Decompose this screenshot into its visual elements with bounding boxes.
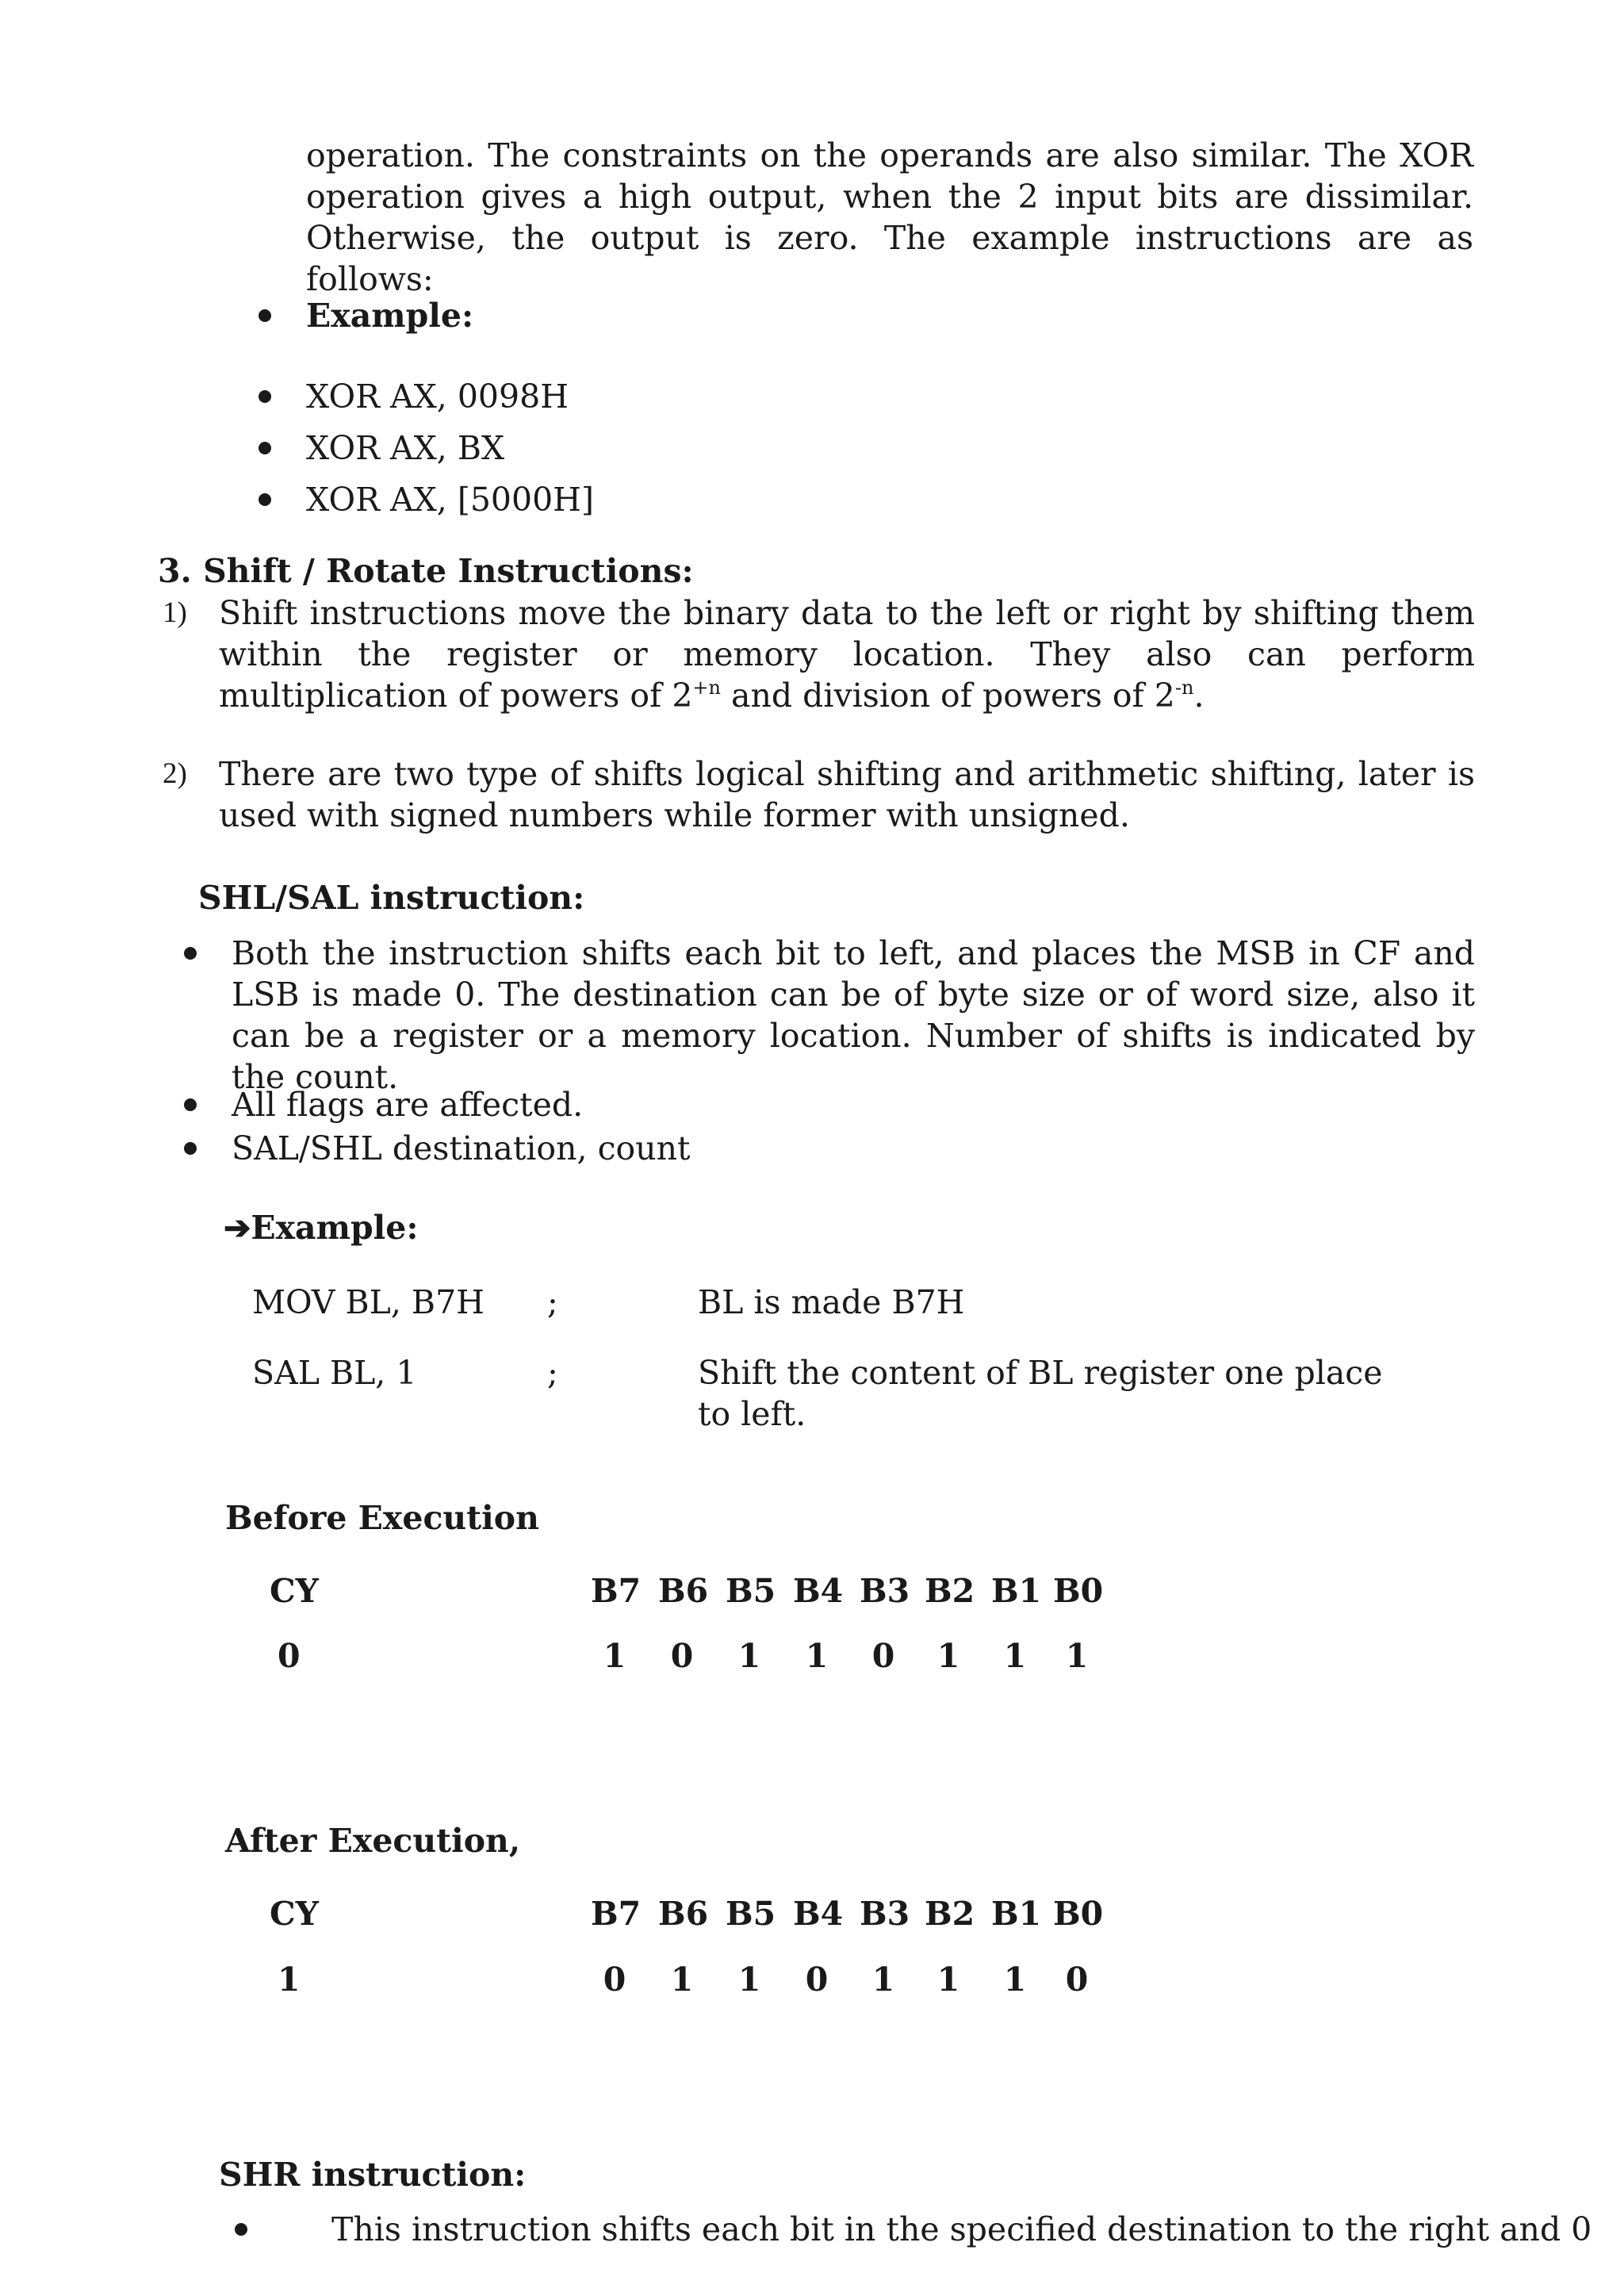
point-1-sup-1: +n [692, 677, 721, 699]
after-bit-label-b1: B1 [991, 1895, 1042, 1933]
after-bit-value-b3: 1 [871, 1961, 895, 1999]
before-bit-label-b1: B1 [991, 1572, 1042, 1610]
shift-rotate-heading: 3. Shift / Rotate Instructions: [158, 552, 694, 590]
shl-sal-example-label: Example: [251, 1209, 419, 1247]
bullet-icon [235, 2223, 247, 2236]
before-bit-label-b3: B3 [860, 1572, 910, 1610]
after-bit-label-b5: B5 [726, 1895, 776, 1933]
before-bit-value-b5: 1 [737, 1637, 761, 1675]
before-bit-label-b0: B0 [1053, 1572, 1104, 1610]
shl-sal-bullet-3: SAL/SHL destination, count [232, 1129, 691, 1167]
after-cy-label: CY [270, 1895, 319, 1933]
code-line-1-comment: BL is made B7H [698, 1283, 965, 1321]
shl-sal-bullet-1: Both the instruction shifts each bit to left, and places the MSB in CF and LSB is made 0. The destination can be of byte size or of word size, also it can be a register or a memory location. Number of shifts is indicated by the count. [232, 934, 1475, 1096]
point-1-text [219, 592, 1475, 716]
after-bit-label-b3: B3 [860, 1895, 910, 1933]
after-bit-value-b7: 0 [603, 1961, 626, 1999]
code-line-2-instr: SAL BL, 1 [252, 1354, 417, 1392]
before-bit-value-b0: 1 [1065, 1637, 1089, 1675]
after-bit-label-b6: B6 [658, 1895, 709, 1933]
before-bit-value-b2: 1 [936, 1637, 960, 1675]
before-bit-value-b6: 0 [670, 1637, 694, 1675]
point-2-number: 2) [163, 757, 187, 790]
after-bit-label-b2: B2 [925, 1895, 975, 1933]
shr-bullet-text: This instruction shifts each bit in the specified destination to the right and 0 [331, 2210, 1592, 2248]
before-bit-value-b4: 1 [805, 1637, 829, 1675]
after-bit-value-b6: 1 [670, 1961, 694, 1999]
code-line-2-comment: Shift the content of BL register one place to left. [698, 1354, 1383, 1433]
after-bit-label-b7: B7 [591, 1895, 642, 1933]
xor-example-2: XOR AX, BX [306, 429, 505, 467]
point-1-number: 1) [163, 596, 187, 629]
before-bit-label-b2: B2 [925, 1572, 975, 1610]
before-bit-value-b1: 1 [1003, 1637, 1027, 1675]
right-arrow-icon: ➔ [224, 1209, 251, 1247]
before-bit-value-b3: 0 [871, 1637, 895, 1675]
after-bit-label-b0: B0 [1053, 1895, 1104, 1933]
before-bit-label-b6: B6 [658, 1572, 709, 1610]
xor-example-1: XOR AX, 0098H [306, 378, 569, 416]
after-bit-value-b1: 1 [1003, 1961, 1027, 1999]
after-bit-value-b5: 1 [737, 1961, 761, 1999]
before-cy-value: 0 [278, 1637, 301, 1675]
xor-paragraph: operation. The constraints on the operands are also similar. The XOR operation gives a high output, when the 2 input bits are dissimilar. Otherwise, the output is zero. The example instructions are as follows: [306, 136, 1473, 298]
shl-sal-example-heading [224, 1207, 418, 1248]
after-bit-value-b4: 0 [805, 1961, 829, 1999]
shl-sal-bullet-2: All flags are affected. [232, 1086, 584, 1124]
after-bit-value-b0: 0 [1065, 1961, 1089, 1999]
xor-example-3: XOR AX, [5000H] [306, 481, 594, 519]
point-1-text-b: and division of powers of 2 [720, 677, 1175, 715]
shr-bullet [331, 2209, 1591, 2250]
code-line-1-instr: MOV BL, B7H [252, 1283, 485, 1321]
point-2-text: There are two type of shifts logical shifting and arithmetic shifting, later is used with signed numbers while former with unsigned. [219, 755, 1475, 834]
after-execution-title: After Execution, [225, 1822, 521, 1860]
code-line-2-sep: ; [547, 1354, 558, 1392]
after-bit-value-b2: 1 [936, 1961, 960, 1999]
before-bit-label-b4: B4 [793, 1572, 844, 1610]
shr-heading: SHR instruction: [219, 2156, 527, 2194]
after-bit-label-b4: B4 [793, 1895, 844, 1933]
before-execution-title: Before Execution [225, 1499, 539, 1537]
code-line-1-sep: ; [547, 1283, 558, 1321]
point-1-text-c: . [1193, 677, 1205, 715]
before-bit-label-b7: B7 [591, 1572, 642, 1610]
before-bit-label-b5: B5 [726, 1572, 776, 1610]
point-1-text-a: Shift instructions move the binary data to the left or right by shifting them within the register or memory location. They also can perform multiplication of powers of 2 [219, 594, 1475, 715]
point-1-sup-2: -n [1174, 677, 1194, 699]
after-cy-value: 1 [278, 1961, 301, 1999]
before-bit-value-b7: 1 [603, 1637, 626, 1675]
before-cy-label: CY [270, 1572, 319, 1610]
shl-sal-heading: SHL/SAL instruction: [198, 879, 585, 917]
xor-example-heading: Example: [306, 297, 474, 335]
